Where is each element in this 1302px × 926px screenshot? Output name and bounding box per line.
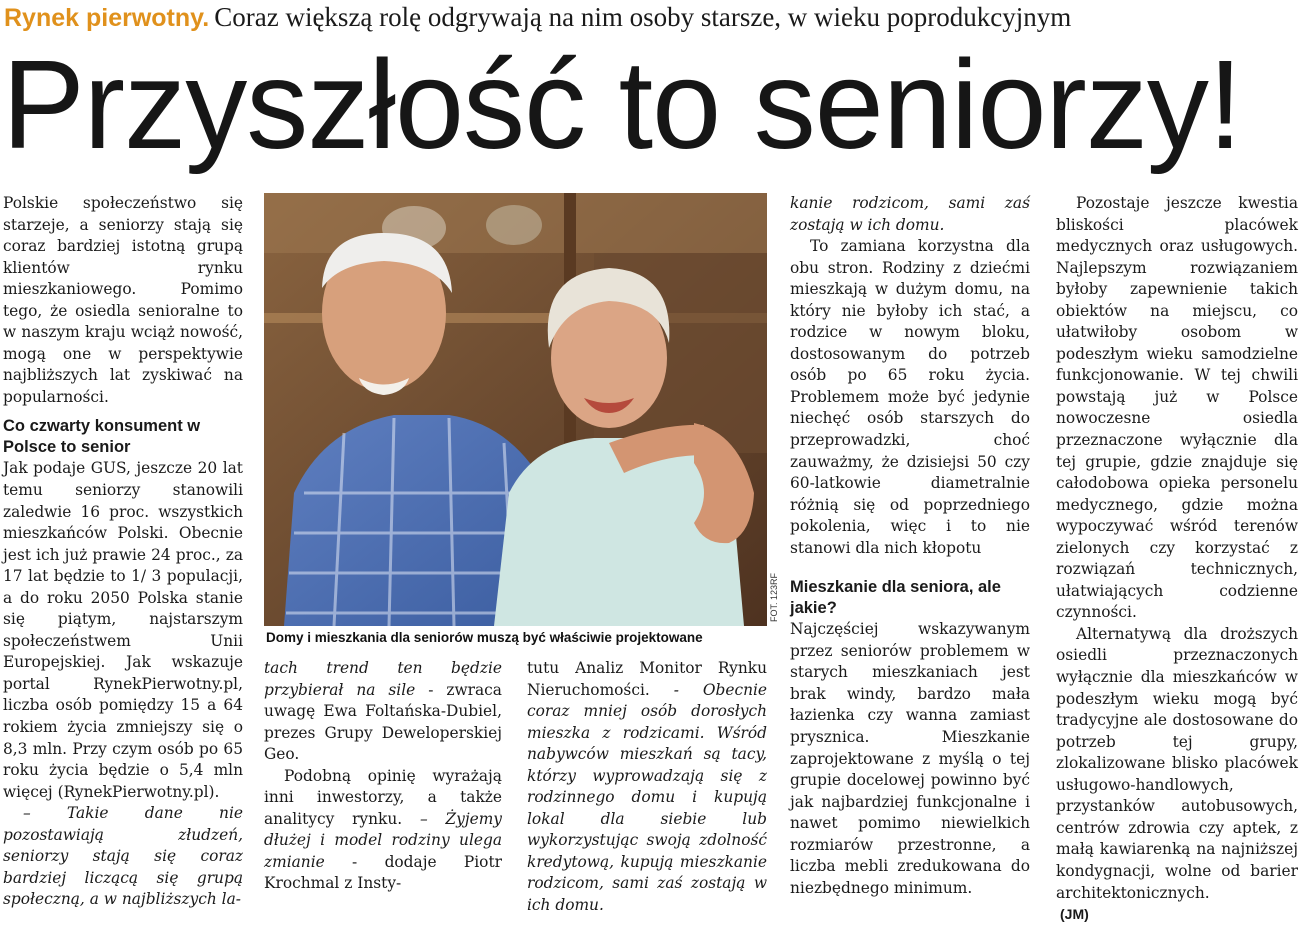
headline: Przyszłość to seniorzy! — [2, 34, 1242, 175]
paragraph: To zamiana korzystna dla obu stron. Rodziny z dziećmi mieszkają w dużym domu, na który nie byłoby ich stać, a rodzice w nowym bloku, dostosowanym do potrzeb osób po 65 roku życia. Problemem może być jedynie niechęć osób starszych do przeprowadzki, choć zauważmy, że dzisiejsi 50 czy 60-latkowie diametralnie różnią się od poprzedniego pokolenia, więc i to nie stanowi dla nich kłopotu — [790, 237, 1030, 557]
quote: - Obecnie coraz mniej osób dorosłych mieszka z rodzicami. Wśród nabywców mieszkań są tacy, którzy wyprowadzają się z rodzinnego domu i kupują lokal dla siebie lub wykorzystując swoją zdolność kredytową, kupują mieszkanie rodzicom, sami zaś zostają w ich domu. — [527, 680, 768, 915]
photo-credit-text: FOT. 123RF — [769, 572, 779, 622]
column-5 — [1056, 193, 1298, 923]
quote-continuation: tach trend ten będzie przybierał na sile — [264, 659, 502, 699]
paragraph: Polskie społeczeństwo się starzeje, a seniorzy stają się coraz bardziej istotną grupą klientów rynku mieszkaniowego. Pomimo tego, że osiedla senioralne to w naszym kraju wciąż nowość, mogą one w perspektywie najbliższych lat zyskiwać na popularności. — [3, 194, 243, 406]
author-signature: (JM) — [1060, 906, 1089, 923]
column-4 — [790, 193, 1030, 897]
paragraph — [527, 658, 767, 917]
column-2 — [264, 658, 502, 893]
paragraph — [264, 658, 502, 766]
subheading: Co czwarty konsument w Polsce to senior — [3, 417, 201, 457]
photo-credit — [767, 560, 781, 630]
subheading: Mieszkanie dla seniora, ale jakie? — [790, 578, 1001, 618]
text: Podobną opinię wyrażają inni inwestorzy, a także analitycy rynku. — [264, 766, 502, 828]
text: tutu Analiz Monitor Rynku Nieruchomości. — [527, 659, 767, 699]
quote-continuation: kanie rodzicom, sami zaś zostają w ich domu. — [790, 194, 1030, 234]
quote: – Żyjemy dłużej i model rodziny ulega zmianie — [264, 809, 502, 871]
paragraph: Najczęściej wskazywanym przez seniorów problemem w starych mieszkaniach jest brak windy, bardzo mała łazienka czy wanna zamiast prysznica. Mieszkanie zaprojektowane z myślą o tej grupie docelowej powinno być jak najbardziej funkcjonalne i nawet pomimo niewielkich rozmiarów przestronne, a liczba mebli zredukowana do niezbędnego minimum. — [790, 620, 1030, 897]
photo-seniors — [264, 193, 767, 626]
section-tag: Rynek pierwotny. — [4, 4, 210, 32]
attribution: - zwraca uwagę Ewa Foltańska-Dubiel, prezes Grupy Deweloperskiej Geo. — [264, 680, 502, 764]
paragraph: Alternatywą dla droższych osiedli przeznaczonych wyłącznie dla mieszkańców w podeszłym wieku mogą być tradycyjne ale dostosowane do potrzeb tej grupy, zlokalizowane blisko placówek usługowo-handlowych, przystanków autobusowych, centrów zdrowia czy aptek, z małą kawiarenką na najniższej kondygnacji, wolne od barier architektonicznych. — [1056, 624, 1298, 902]
paragraph: Jak podaje GUS, jeszcze 20 lat temu seniorzy stanowili zaledwie 16 proc. wszystkich mieszkańców Polski. Obecnie jest ich już prawie 24 proc., za 17 lat będzie to 1/ 3 populacji, a do roku 2050 Polska stanie się piątym, najstarszym społeczeństwem Unii Europejskiej. Jak wskazuje portal RynekPierwotny.pl, liczba osób pomiędzy 15 a 64 rokiem życia zmniejszy się o 8,3 mln. Przy czym osób po 65 roku życia będzie o 5,4 mln więcej (RynekPierwotny.pl). — [3, 459, 243, 801]
column-3 — [527, 658, 768, 915]
deck-line: Coraz większą rolę odgrywają na nim osoby starsze, w wieku poprodukcyjnym — [214, 2, 1072, 32]
paragraph: Pozostaje jeszcze kwestia bliskości placówek medycznych oraz usługowych. Najlepszym rozwiązaniem byłoby zapewnienie takich obiektów na miejscu, co ułatwiłoby osobom w podeszłym wieku samodzielne funkcjonowanie. W tej chwili powstają już w Polsce nowoczesne osiedla przeznaczone wyłącznie dla tej grupie, gdzie znajduje się całodobowa opieka personelu medycznego, gdzie można wypoczywać wśród terenów zielonych czy korzystać z rozwiązań technicznych, ułatwiających codzienne czynności. — [1056, 194, 1298, 622]
attribution: - dodaje Piotr Krochmal z Insty- — [264, 852, 502, 893]
column-1 — [3, 193, 243, 909]
quote-paragraph: – Takie dane nie pozostawiają złudzeń, seniorzy stają się coraz bardziej liczącą się grupą społeczną, a w najbliższych la- — [3, 804, 243, 909]
photo-illustration — [264, 193, 767, 626]
photo-caption: Domy i mieszkania dla seniorów muszą być właściwie projektowane — [266, 630, 703, 645]
paragraph — [264, 766, 502, 895]
